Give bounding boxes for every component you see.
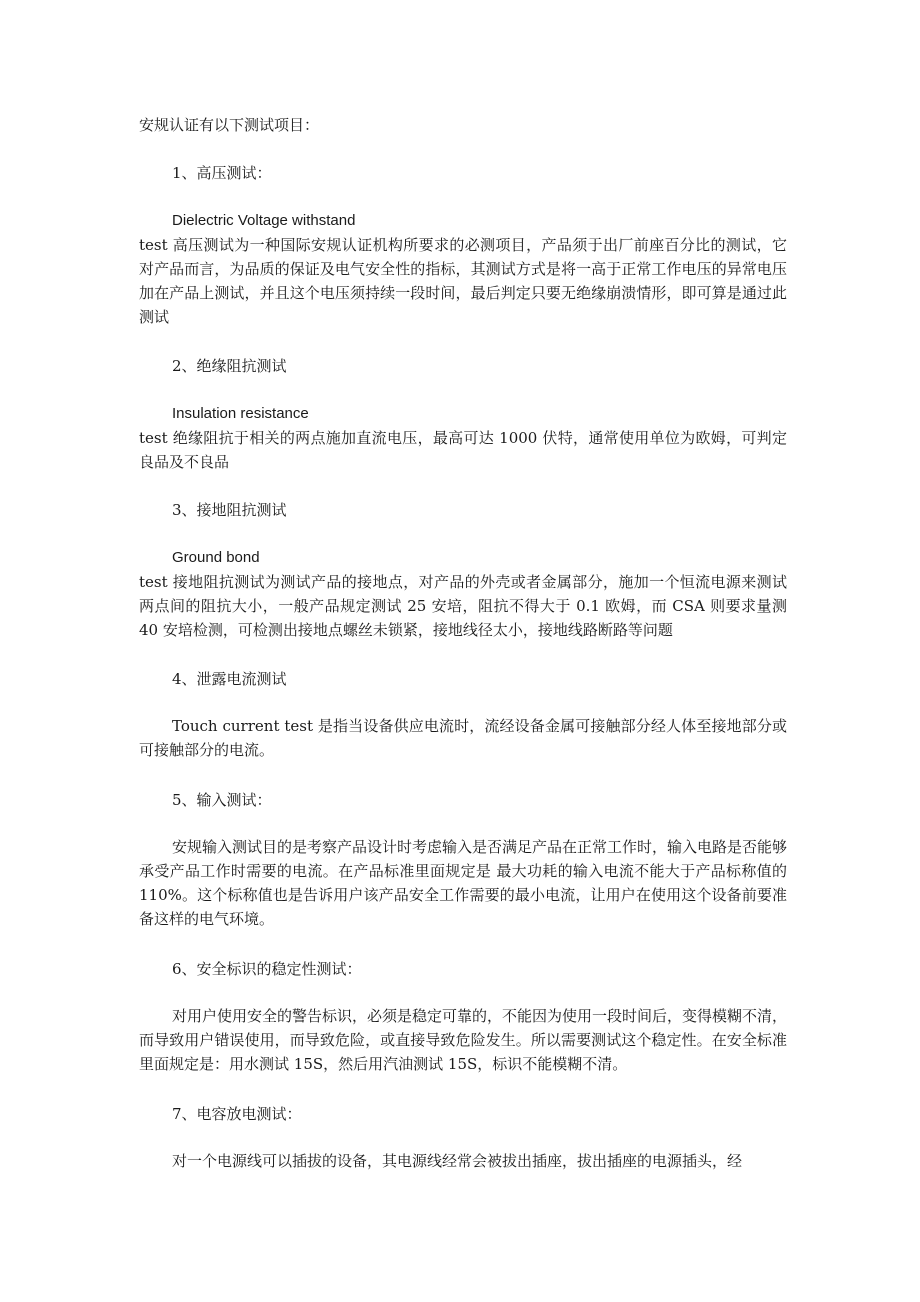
section-2-heading: 2、绝缘阻抗测试 <box>172 357 287 375</box>
section-1-body: test 高压测试为一种国际安规认证机构所要求的必测项目，产品须于出厂前座百分比的测试，它对产品而言，为品质的保证及电气安全性的指标，其测试方式是将一高于正常工作电压的异常电压加在产品上测试，并且这个电压须持续一段时间，最后判定只要无绝缘崩溃情形，即可算是通过此测试 <box>139 236 787 326</box>
section-3-en-title: Ground bond <box>172 549 260 566</box>
section-2-body: test 绝缘阻抗于相关的两点施加直流电压，最高可达 1000 伏特，通常使用单位为欧姆，可判定良品及不良品 <box>139 429 787 471</box>
section-6-body: 对用户使用安全的警告标识，必须是稳定可靠的，不能因为使用一段时间后，变得模糊不清，而导致用户错误使用，而导致危险，或直接导致危险发生。所以需要测试这个稳定性。在安全标准里面规定是：用水测试 15S，然后用汽油测试 15S，标识不能模糊不清。 <box>139 1007 788 1073</box>
section-1-en-title: Dielectric Voltage withstand <box>172 212 356 229</box>
section-6-heading: 6、安全标识的稳定性测试： <box>172 960 362 978</box>
section-5-heading: 5、输入测试： <box>172 791 272 809</box>
section-2-en-title: Insulation resistance <box>172 405 309 422</box>
section-1-heading: 1、高压测试： <box>172 164 272 182</box>
section-3-heading: 3、接地阻抗测试 <box>172 501 287 519</box>
section-4-body: Touch current test 是指当设备供应电流时，流经设备金属可接触部分经人体至接地部分或可接触部分的电流。 <box>139 717 787 759</box>
section-4-heading: 4、泄露电流测试 <box>172 670 287 688</box>
section-7-body: 对一个电源线可以插拔的设备，其电源线经常会被拔出插座，拔出插座的电源插头，经 <box>172 1152 743 1170</box>
section-5-body: 安规输入测试目的是考察产品设计时考虑输入是否满足产品在正常工作时，输入电路是否能够承受产品工作时需要的电流。在产品标准里面规定是 最大功耗的输入电流不能大于产品标称值的 110%。这个标称值也是告诉用户该产品安全工作需要的最小电流，让用户在使用这个设备前要准备这样的电气环境。 <box>139 838 788 928</box>
intro-text: 安规认证有以下测试项目： <box>139 116 320 134</box>
section-3-body: test 接地阻抗测试为测试产品的接地点，对产品的外壳或者金属部分，施加一个恒流电源来测试两点间的阻抗大小，一般产品规定测试 25 安培，阻抗不得大于 0.1 欧姆，而 CSA 则要求量测 40 安培检测，可检测出接地点螺丝未锁紧，接地线径太小，接地线路断路等问题 <box>139 573 787 639</box>
section-7-heading: 7、电容放电测试： <box>172 1105 302 1123</box>
